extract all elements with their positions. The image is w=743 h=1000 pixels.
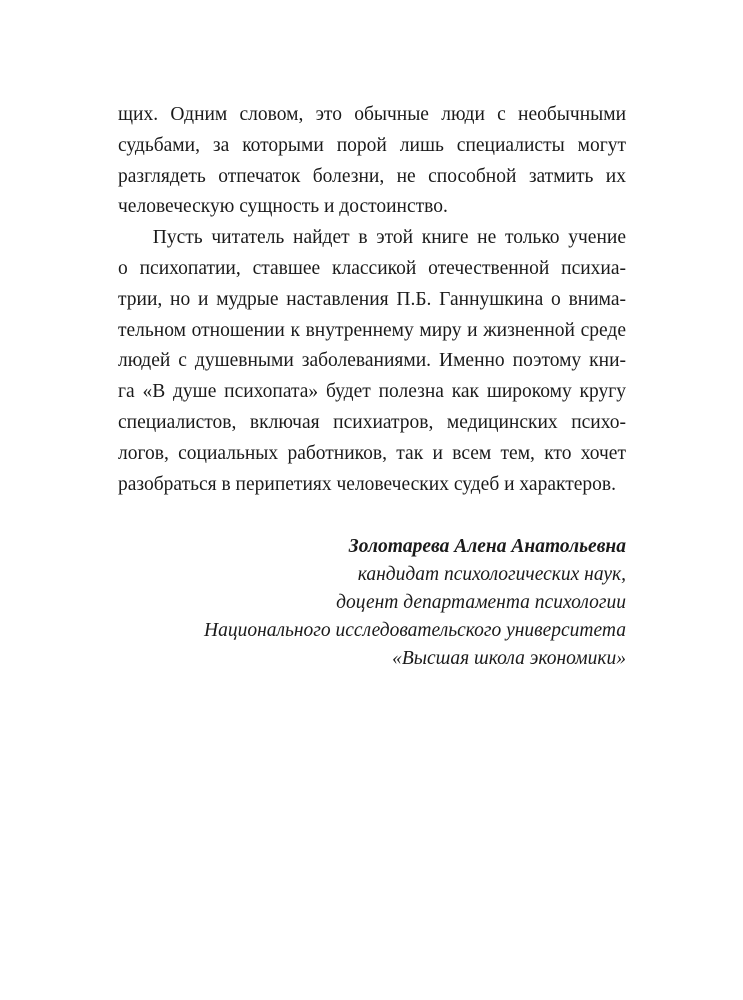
text-line: человеческую сущность и достоинство. [118, 196, 448, 218]
author-degree: кандидат психологических наук, [357, 564, 626, 586]
paragraph-2 [118, 223, 626, 500]
author-signature [118, 533, 626, 673]
paragraph-1 [118, 100, 626, 223]
text-line: специалистов, включая психиатров, медицинских психо- [118, 411, 626, 433]
page-content [118, 100, 626, 673]
text-line: логов, социальных работников, так и всем тем, кто хочет [118, 442, 626, 464]
author-institution: Национального исследовательского университета [203, 620, 626, 642]
text-line: га «В душе психопата» будет полезна как широкому кругу [118, 381, 626, 403]
text-line: людей с душевными заболеваниями. Именно поэтому кни- [118, 350, 626, 372]
text-line: разглядеть отпечаток болезни, не способной затмить их [118, 165, 626, 187]
author-institution-name: «Высшая школа экономики» [392, 648, 626, 670]
author-position: доцент департамента психологии [336, 592, 626, 614]
text-line: Пусть читатель найдет в этой книге не только учение [118, 227, 626, 249]
text-line: щих. Одним словом, это обычные люди с необычными [118, 104, 626, 125]
text-line: тельном отношении к внутреннему миру и жизненной среде [118, 319, 626, 341]
text-line: разобраться в перипетиях человеческих судеб и характеров. [118, 473, 616, 495]
author-name: Золотарева Алена Анатольевна [348, 536, 626, 558]
text-line: судьбами, за которыми порой лишь специалисты могут [118, 134, 626, 156]
text-line: о психопатии, ставшее классикой отечественной психиа- [118, 257, 626, 279]
text-line: трии, но и мудрые наставления П.Б. Ганнушкина о внима- [118, 288, 626, 310]
